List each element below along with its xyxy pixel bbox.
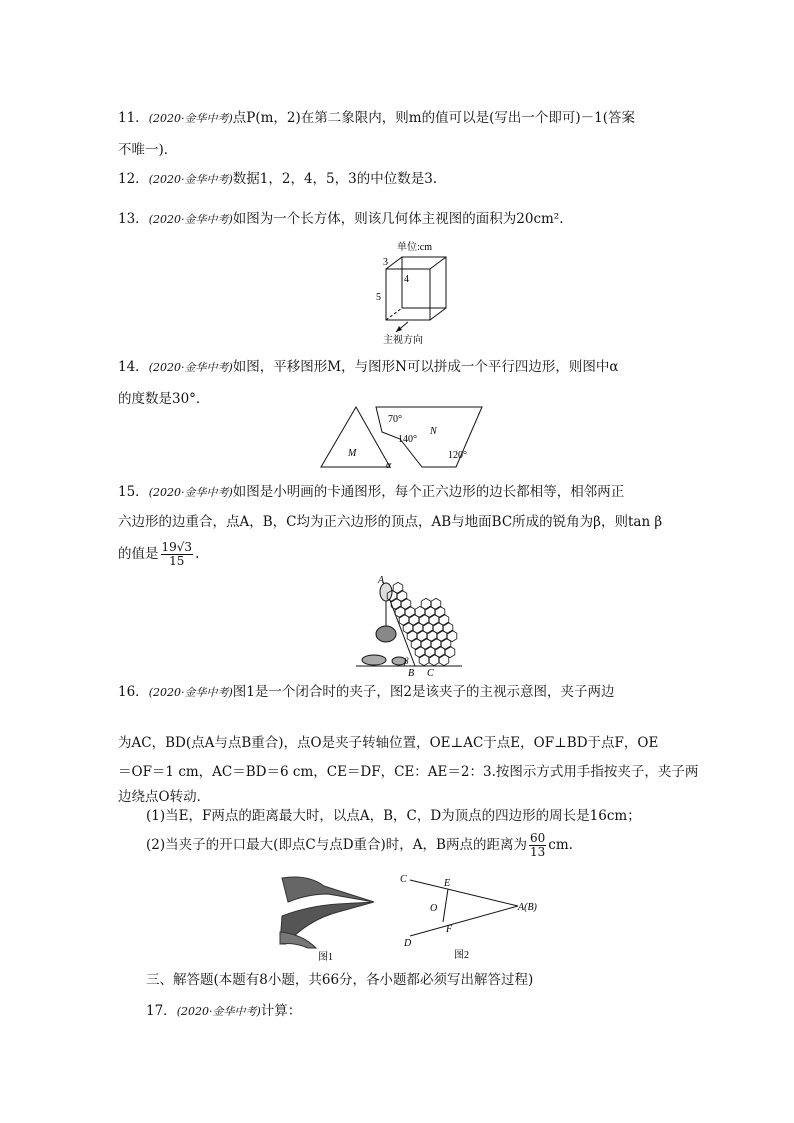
q16-label-ab: A(B) [518, 902, 537, 913]
q16-part1-text: (1)当E，F两点的距离最大时，以点A，B，C，D为顶点的四边形的周长是16cm； [146, 808, 641, 824]
q14-parallelogram-figure [318, 404, 484, 472]
q16-label-d: D [404, 938, 412, 949]
q15-hexagon-37 [439, 654, 449, 665]
q16-frac-num: 60 [529, 831, 546, 845]
q15-hexagon-12 [399, 614, 409, 625]
q15-source: (2020·金华中考) [148, 486, 233, 499]
q12-source: (2020·金华中考) [148, 173, 233, 186]
q16-label-e: E [444, 878, 451, 889]
q13-edge-br [430, 308, 446, 320]
q16-text-c: ＝OF＝1 cm，AC＝BD＝6 cm，CE＝DF，CE：AE＝2：3.按图示方式用手指按夹子，夹子两 [118, 764, 699, 780]
q15-answer-fraction [161, 541, 194, 568]
q14-label-m: M [348, 448, 357, 459]
q16-caption-2: 图2 [454, 950, 469, 961]
q13-edge-bl [386, 308, 402, 320]
q14-angle-alpha: α [386, 460, 392, 471]
q15-hexagon-36 [429, 654, 439, 665]
q11-line1 [118, 108, 635, 129]
q13-dim-5: 5 [376, 292, 381, 303]
q13-arrow-head [396, 326, 402, 332]
q14-text-cont: 的度数是30°． [118, 391, 210, 407]
q16-line4 [118, 787, 210, 807]
q12-line [118, 169, 437, 190]
q16-part2 [146, 828, 573, 862]
q13-number: 13． [118, 211, 149, 227]
section-3-heading [146, 970, 533, 990]
q14-angle-120: 120° [448, 450, 467, 461]
q15-answer-prefix: 的值是 [118, 546, 159, 562]
q14-number: 14． [118, 359, 149, 375]
q16-finger-top [282, 877, 374, 902]
q15-number: 15． [118, 484, 149, 500]
q13-line [118, 209, 564, 230]
q15-line2 [118, 512, 662, 532]
q15-hexagon-cartoon-figure [352, 574, 464, 678]
q13-unit-label: 单位:cm [397, 242, 432, 253]
q16-caption-1: 图1 [318, 952, 333, 963]
q16-number: 16． [118, 684, 149, 700]
q16-segment-ef [443, 889, 448, 922]
q11-text-cont: 不唯一)． [118, 142, 178, 158]
q14-source: (2020·金华中考) [148, 361, 233, 374]
q16-text-b: 为AC，BD(点A与点B重合)，点O是夹子转轴位置，OE⊥AC于点E，OF⊥BD于点F，OE [118, 735, 659, 751]
q16-line2 [118, 733, 658, 753]
q15-answer-suffix: . [195, 546, 200, 562]
q13-text: 如图为一个长方体，则该几何体主视图的面积为20cm². [232, 211, 564, 227]
q15-frac-den: 15 [169, 554, 185, 568]
q15-hexagon-22 [407, 630, 417, 641]
q15-frac-num: 19√3 [161, 540, 193, 554]
q11-line2 [118, 140, 177, 160]
q15-hexagon-35 [419, 654, 429, 665]
q15-hexagon-7 [395, 606, 405, 617]
q16-part2-suffix: cm. [548, 837, 573, 853]
q12-number: 12． [118, 171, 149, 187]
q15-line1 [118, 482, 624, 503]
q15-body [376, 626, 396, 642]
q16-segment-ac [410, 880, 518, 906]
q16-text-d: 边绕点O转动． [118, 789, 211, 805]
q15-text: 如图是小明画的卡通图形，每个正六边形的边长都相等，相邻两正 [232, 484, 625, 500]
q15-hexagon-3 [391, 598, 401, 609]
q15-label-c: C [427, 668, 434, 678]
q13-source: (2020·金华中考) [148, 213, 233, 226]
q15-text-cont: 六边形的边重合，点A，B，C均为正六边形的顶点，AB与地面BC所成的锐角为β，则tan β [118, 514, 663, 530]
q16-frac-den: 13 [529, 845, 546, 859]
q16-clip-diagram-figure [396, 870, 556, 964]
q16-finger-bottom [280, 932, 316, 948]
q16-answer-fraction [529, 832, 546, 859]
q14-text: 如图，平移图形M，与图形N可以拼成一个平行四边形，则图中α [232, 359, 619, 375]
q14-angle-140: 140° [398, 434, 417, 445]
q14-label-n: N [430, 426, 437, 437]
q11-number: 11． [118, 110, 149, 126]
q14-line2 [118, 389, 209, 409]
q16-line3 [118, 762, 698, 782]
q15-rock-left [362, 655, 386, 665]
q16-segment-bd [410, 906, 518, 936]
q16-label-c: C [400, 874, 407, 885]
q15-hexagon-17 [403, 622, 413, 633]
q17-text: 计算： [260, 1003, 302, 1019]
q13-edge-tl [386, 257, 402, 269]
q15-label-a: A [378, 575, 385, 586]
q16-part2-prefix: (2)当夹子的开口最大(即点C与点D重合)时，A，B两点的距离为 [146, 837, 527, 853]
q16-text: 图1是一个闭合时的夹子，图2是该夹子的主视示意图，夹子两边 [232, 684, 615, 700]
q17-source: (2020·金华中考) [176, 1005, 261, 1018]
q16-part1 [146, 806, 641, 826]
q15-angle-beta: β [404, 656, 409, 666]
q14-angle-70: 70° [388, 414, 402, 425]
q16-label-o: O [430, 903, 438, 914]
q17-number: 17． [146, 1003, 177, 1019]
q13-cuboid-figure [366, 238, 456, 346]
q15-hexagon-31 [415, 646, 425, 657]
q15-line3 [118, 537, 199, 571]
q11-source: (2020·金华中考) [148, 112, 233, 125]
q17-line [146, 1001, 301, 1022]
q11-text: 点P(m，2)在第二象限内，则m的值可以是(写出一个即可)－1(答案 [232, 110, 635, 126]
q13-dim-4: 4 [404, 274, 409, 285]
q13-edge-tr [430, 257, 446, 269]
q16-clip-photo-figure [278, 872, 378, 964]
q15-hexagon-27 [411, 638, 421, 649]
q15-label-b: B [408, 668, 415, 678]
q12-text: 数据1，2，4，5，3的中位数是3. [232, 171, 438, 187]
q14-line1 [118, 357, 619, 378]
q13-caption: 主视方向 [383, 335, 423, 346]
section-3-text: 三、解答题(本题有8小题，共66分，各小题都必须写出解答过程) [146, 972, 534, 988]
q16-source: (2020·金华中考) [148, 686, 233, 699]
q16-label-f: F [446, 924, 453, 935]
q13-dim-3: 3 [383, 257, 388, 268]
q16-line1 [118, 682, 614, 703]
